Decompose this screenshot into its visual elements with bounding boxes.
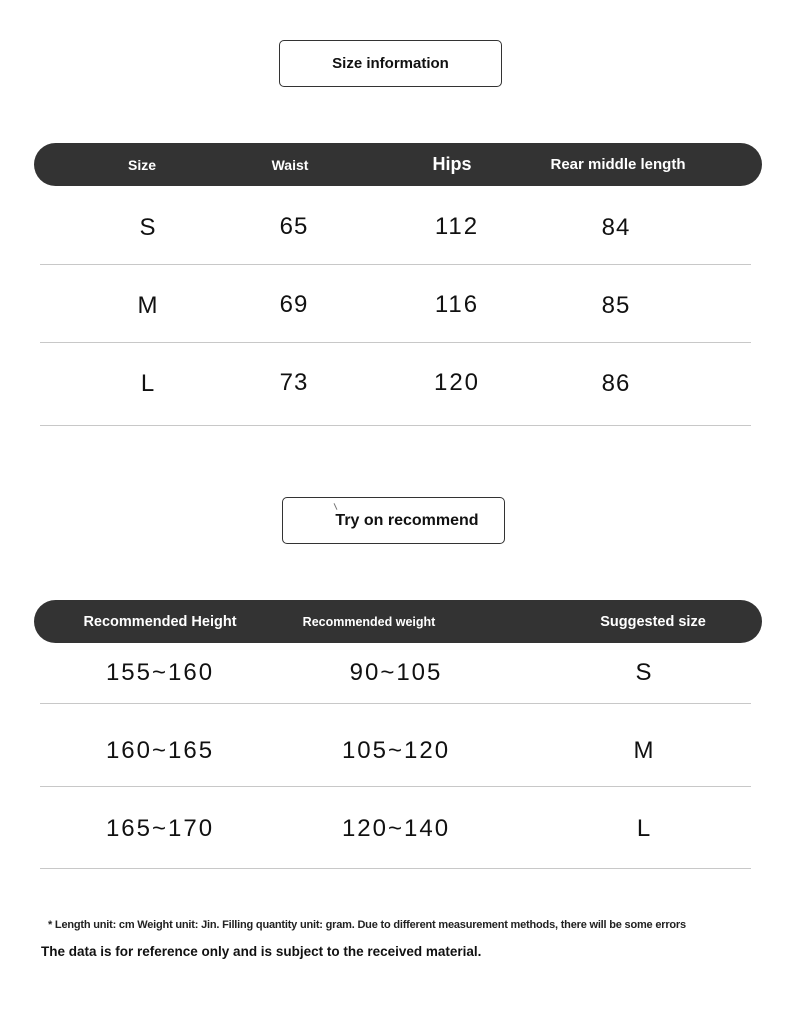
height-cell: 160~165 <box>105 737 215 764</box>
hips-cell: 116 <box>434 291 480 318</box>
weight-cell: 105~120 <box>341 737 451 764</box>
units-note: * Length unit: cm Weight unit: Jin. Filling quantity unit: gram. Due to different measurement methods, there will be some errors <box>48 919 686 931</box>
header-size: Size <box>127 156 157 173</box>
row-divider <box>40 264 751 265</box>
row-divider <box>40 868 751 869</box>
header-rear-middle-length: Rear middle length <box>550 156 686 173</box>
hips-cell: 120 <box>433 369 481 396</box>
size-cell: S <box>139 214 157 241</box>
size-table-header <box>34 143 762 186</box>
size-cell: L <box>140 370 156 397</box>
header-recommended-weight: Recommended weight <box>302 614 436 629</box>
header-recommended-height: Recommended Height <box>83 613 237 630</box>
reference-note: The data is for reference only and is subject to the received material. <box>41 944 482 959</box>
weight-cell: 120~140 <box>341 815 451 842</box>
try-on-recommend-title: Try on recommend <box>282 497 505 544</box>
header-suggested-size: Suggested size <box>600 613 706 630</box>
row-divider <box>40 703 751 704</box>
suggested-size-cell: M <box>633 737 655 764</box>
hips-cell: 112 <box>434 213 480 240</box>
waist-cell: 73 <box>279 369 309 396</box>
recommend-table-header <box>34 600 762 643</box>
height-cell: 155~160 <box>105 659 215 686</box>
header-waist: Waist <box>271 156 309 173</box>
size-information-title: Size information <box>279 40 502 87</box>
size-cell: M <box>137 292 159 319</box>
header-hips: Hips <box>432 154 472 174</box>
suggested-size-cell: S <box>635 659 653 686</box>
rear-length-cell: 85 <box>601 292 631 319</box>
row-divider <box>40 342 751 343</box>
height-cell: 165~170 <box>105 815 215 842</box>
rear-length-cell: 86 <box>601 370 631 397</box>
weight-cell: 90~105 <box>349 659 443 686</box>
rear-length-cell: 84 <box>601 214 631 241</box>
waist-cell: 69 <box>279 291 309 318</box>
suggested-size-cell: L <box>636 815 652 842</box>
row-divider <box>40 425 751 426</box>
row-divider <box>40 786 751 787</box>
waist-cell: 65 <box>279 213 309 240</box>
